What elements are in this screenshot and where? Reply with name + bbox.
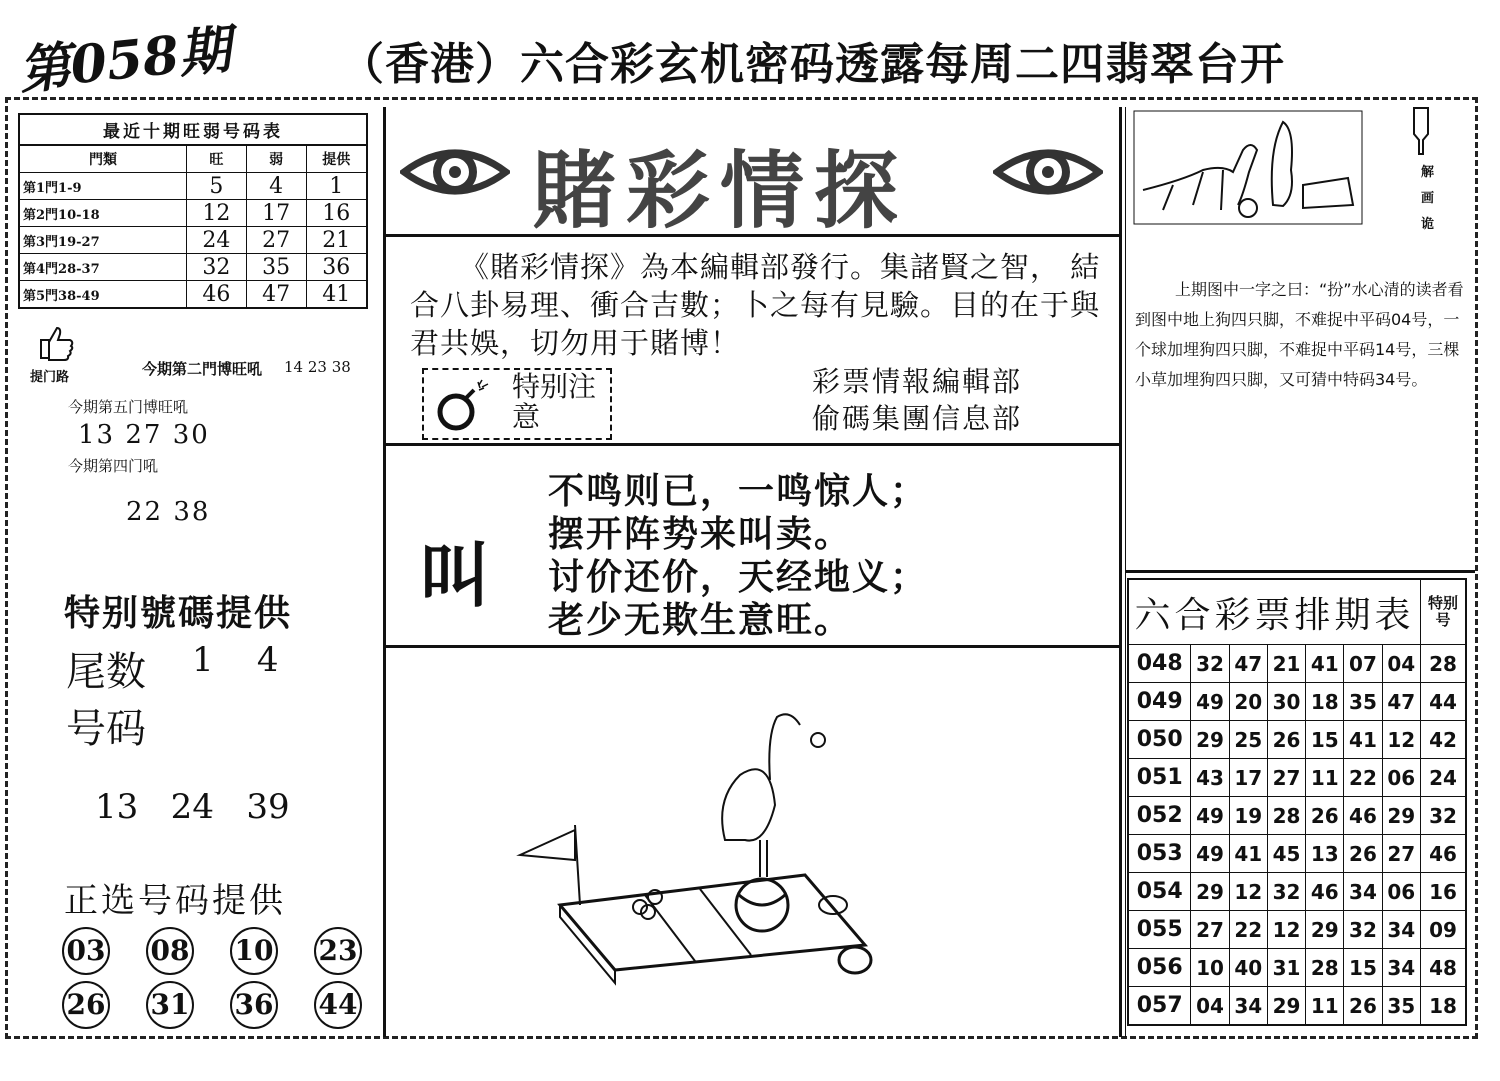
- tip-line-3-numbers: 22 38: [126, 497, 211, 527]
- notice-label: 特别注意: [512, 370, 597, 433]
- issue-cell: 050: [1128, 721, 1191, 759]
- cell: 44: [1421, 683, 1467, 721]
- cell: 32: [1344, 911, 1382, 949]
- cell: 15: [1344, 949, 1382, 987]
- poem-char: 叫: [420, 535, 490, 617]
- cell: 28: [1306, 949, 1344, 987]
- table-row: [1128, 645, 1466, 683]
- table-row: [1128, 987, 1466, 1026]
- cell: 22: [1229, 911, 1267, 949]
- recent-table-caption: 最近十期旺弱号码表: [18, 113, 368, 144]
- cell: 5: [186, 173, 246, 200]
- bomb-icon: [432, 378, 492, 434]
- hint-label: 提门路: [30, 370, 70, 385]
- table-row: [19, 281, 367, 309]
- cell: 27: [1267, 759, 1305, 797]
- row-label: 第4門28-37: [19, 254, 186, 281]
- schedule-table: [1127, 578, 1467, 1026]
- intro-text: 《賭彩情探》為本編輯部發行。集諸賢之智， 結合八卦易理、衝合吉數；卜之每有見驗。目的在于與君共娛，切勿用于賭博！: [410, 250, 1101, 360]
- number-ball: 26: [62, 981, 110, 1029]
- number-ball: 31: [146, 981, 194, 1029]
- cell: 09: [1421, 911, 1467, 949]
- special-title: 特别號碼提供: [64, 593, 293, 634]
- cell: 41: [1306, 645, 1344, 683]
- cell: 21: [306, 227, 367, 254]
- cell: 34: [1344, 873, 1382, 911]
- issue-cell: 049: [1128, 683, 1191, 721]
- issue-number: 第058期: [15, 19, 234, 102]
- issue-cell: 056: [1128, 949, 1191, 987]
- dept-1: 彩票情報編輯部: [812, 365, 1023, 398]
- cell: 07: [1344, 645, 1382, 683]
- cell: 35: [1382, 987, 1420, 1026]
- page-title: （香港）六合彩玄机密码透露每周二四翡翠台开: [340, 39, 1285, 90]
- table-row: [1128, 759, 1466, 797]
- cell: 20: [1229, 683, 1267, 721]
- cell: 26: [1267, 721, 1305, 759]
- cell: 26: [1306, 797, 1344, 835]
- cell: 31: [1267, 949, 1305, 987]
- cell: 29: [1191, 721, 1229, 759]
- cell: 29: [1382, 797, 1420, 835]
- cell: 19: [1229, 797, 1267, 835]
- cell: 4: [246, 173, 306, 200]
- table-row: [1128, 949, 1466, 987]
- positive-numbers: [62, 927, 362, 1029]
- cell: 46: [1306, 873, 1344, 911]
- table-row: [19, 254, 367, 281]
- issue-cell: 051: [1128, 759, 1191, 797]
- cell: 30: [1267, 683, 1305, 721]
- eye-icon: [993, 140, 1103, 204]
- cell: 28: [1421, 645, 1467, 683]
- cell: 32: [1421, 797, 1467, 835]
- column-divider: [383, 107, 386, 1037]
- cell: 40: [1229, 949, 1267, 987]
- col-header: 旺: [186, 145, 246, 173]
- cell: 24: [186, 227, 246, 254]
- cell: 04: [1191, 987, 1229, 1026]
- recent-numbers-table: [18, 113, 368, 309]
- cell: 12: [1382, 721, 1420, 759]
- schedule-title: 六合彩票排期表: [1128, 579, 1421, 645]
- cell: 25: [1229, 721, 1267, 759]
- table-row: [1128, 797, 1466, 835]
- poem: [548, 470, 928, 642]
- table-row: [1128, 911, 1466, 949]
- cell: 41: [1229, 835, 1267, 873]
- tip-line-1-numbers: 14 23 38: [284, 358, 351, 376]
- issue-cell: 054: [1128, 873, 1191, 911]
- cell: 18: [1421, 987, 1467, 1026]
- cell: 41: [306, 281, 367, 309]
- col-header: 門類: [19, 145, 186, 173]
- row-label: 第2門10-18: [19, 200, 186, 227]
- dept-2: 偷碼集團信息部: [812, 402, 1023, 435]
- cell: 29: [1267, 987, 1305, 1026]
- cell: 32: [1267, 873, 1305, 911]
- cell: 11: [1306, 987, 1344, 1026]
- cell: 45: [1267, 835, 1305, 873]
- issue-cell: 055: [1128, 911, 1191, 949]
- section-divider: [383, 645, 1119, 648]
- cell: 32: [186, 254, 246, 281]
- section-divider: [1125, 570, 1475, 573]
- number-ball: 10: [230, 927, 278, 975]
- cell: 10: [1191, 949, 1229, 987]
- cell: 32: [1191, 645, 1229, 683]
- table-row: [1128, 873, 1466, 911]
- cell: 49: [1191, 835, 1229, 873]
- cell: 34: [1382, 911, 1420, 949]
- issue-cell: 052: [1128, 797, 1191, 835]
- column-divider: [1119, 107, 1122, 1037]
- cell: 12: [1267, 911, 1305, 949]
- cell: 17: [1229, 759, 1267, 797]
- issue-cell: 053: [1128, 835, 1191, 873]
- col-header: 提供: [306, 145, 367, 173]
- number-ball: 23: [314, 927, 362, 975]
- cell: 49: [1191, 683, 1229, 721]
- notice-box: [422, 368, 612, 440]
- cell: 22: [1344, 759, 1382, 797]
- table-row: [1128, 835, 1466, 873]
- cell: 47: [246, 281, 306, 309]
- number-ball: 08: [146, 927, 194, 975]
- col-header: 弱: [246, 145, 306, 173]
- cell: 26: [1344, 987, 1382, 1026]
- cell: 17: [246, 200, 306, 227]
- table-row: [19, 200, 367, 227]
- number-ball: 36: [230, 981, 278, 1029]
- crane-illustration: [515, 705, 885, 1005]
- cell: 47: [1382, 683, 1420, 721]
- cell: 06: [1382, 759, 1420, 797]
- cell: 16: [1421, 873, 1467, 911]
- cell: 1: [306, 173, 367, 200]
- cell: 27: [246, 227, 306, 254]
- cell: 35: [1344, 683, 1382, 721]
- cell: 11: [1306, 759, 1344, 797]
- cell: 06: [1382, 873, 1420, 911]
- issue-cell: 048: [1128, 645, 1191, 683]
- tip-line-2-numbers: 13 27 30: [78, 420, 210, 450]
- cell: 27: [1191, 911, 1229, 949]
- cell: 12: [1229, 873, 1267, 911]
- cell: 46: [186, 281, 246, 309]
- eye-icon: [400, 140, 510, 204]
- cell: 43: [1191, 759, 1229, 797]
- cell: 24: [1421, 759, 1467, 797]
- cell: 47: [1229, 645, 1267, 683]
- cell: 46: [1344, 797, 1382, 835]
- cell: 29: [1306, 911, 1344, 949]
- cell: 16: [306, 200, 367, 227]
- number-values: 13 24 39: [95, 787, 290, 827]
- number-label: 号码: [66, 706, 146, 752]
- poem-line: 不鸣则已，一鸣惊人；: [548, 471, 929, 512]
- cell: 42: [1421, 721, 1467, 759]
- thumbs-up-icon: [35, 322, 75, 362]
- table-row: [1128, 721, 1466, 759]
- cell: 13: [1306, 835, 1344, 873]
- cell: 41: [1344, 721, 1382, 759]
- tip-line-2: 今期第五门博旺吼: [68, 398, 189, 416]
- row-label: 第3門19-27: [19, 227, 186, 254]
- number-ball: 44: [314, 981, 362, 1029]
- cell: 18: [1306, 683, 1344, 721]
- cell: 46: [1421, 835, 1467, 873]
- table-row: [1128, 683, 1466, 721]
- banner-title: 賭彩情探: [532, 141, 909, 240]
- row-label: 第5門38-49: [19, 281, 186, 309]
- cell: 36: [306, 254, 367, 281]
- tail-values: 1 4: [192, 640, 279, 680]
- cell: 48: [1421, 949, 1467, 987]
- table-row: [19, 227, 367, 254]
- issue-cell: 057: [1128, 987, 1191, 1026]
- riddle-side-label: 解画诡: [1421, 165, 1435, 232]
- special-label: 特别号: [1421, 579, 1467, 645]
- dog-illustration: [1133, 110, 1363, 225]
- tail-label: 尾数: [66, 649, 146, 695]
- cell: 34: [1382, 949, 1420, 987]
- cell: 35: [246, 254, 306, 281]
- cell: 15: [1306, 721, 1344, 759]
- cell: 12: [186, 200, 246, 227]
- cell: 26: [1344, 835, 1382, 873]
- pointing-hand-icon: [1406, 106, 1436, 156]
- poem-line: 老少无欺生意旺。: [548, 600, 853, 641]
- tip-line-1: 今期第二門博旺吼: [142, 360, 263, 378]
- table-row: [19, 173, 367, 200]
- positive-title: 正选号码提供: [64, 881, 286, 921]
- tip-line-3: 今期第四门吼: [68, 457, 159, 475]
- poem-line: 讨价还价，天经地义；: [548, 557, 929, 598]
- riddle-text: 上期图中一字之曰：“扮”水心清的读者看到图中地上狗四只脚，不难捉中平码04号，一个球加埋狗四只脚，不难捉中平码14号，三棵小草加埋狗四只脚，又可猜中特码34号。: [1135, 280, 1464, 389]
- cell: 21: [1267, 645, 1305, 683]
- number-ball: 03: [62, 927, 110, 975]
- cell: 29: [1191, 873, 1229, 911]
- row-label: 第1門1-9: [19, 173, 186, 200]
- cell: 04: [1382, 645, 1420, 683]
- cell: 28: [1267, 797, 1305, 835]
- section-divider: [383, 443, 1119, 446]
- poem-line: 摆开阵势来叫卖。: [548, 514, 853, 555]
- cell: 34: [1229, 987, 1267, 1026]
- cell: 27: [1382, 835, 1420, 873]
- cell: 49: [1191, 797, 1229, 835]
